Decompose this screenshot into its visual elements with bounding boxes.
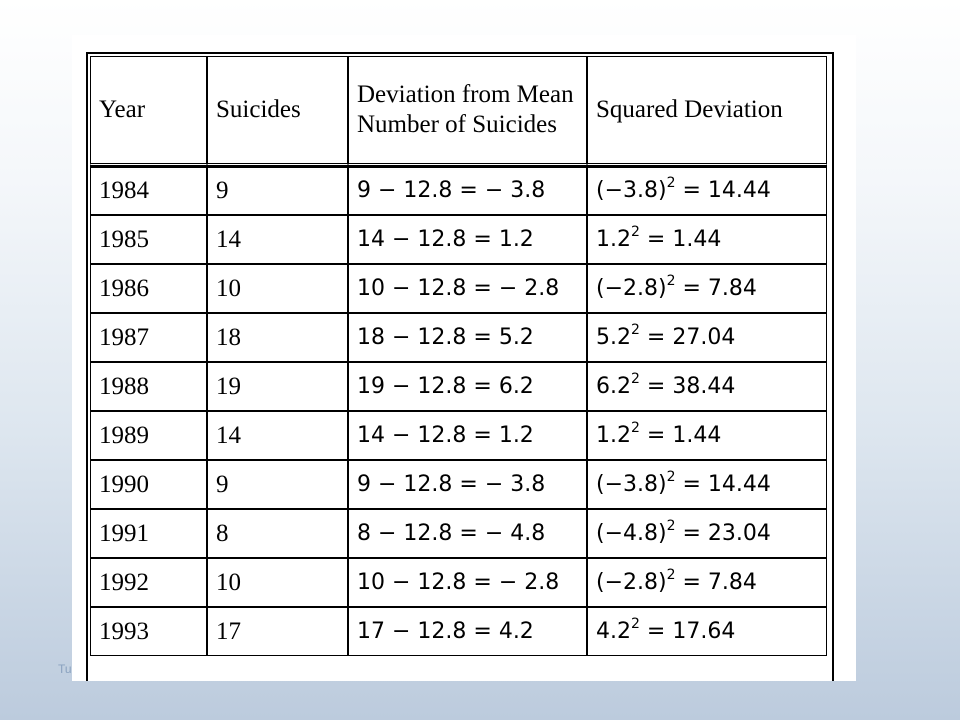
cell-deviation: 14 − 12.8 = 1.2 (348, 215, 587, 264)
cell-suicides: 10 (207, 264, 348, 313)
table-row (90, 362, 827, 411)
squared-base: 1.2 (596, 422, 631, 448)
cell-year: 1985 (90, 215, 207, 264)
table-row (90, 313, 827, 362)
cell-squared-deviation (587, 607, 827, 656)
cell-squared-deviation (587, 215, 827, 264)
header-suicides: Suicides (207, 56, 348, 166)
table-border (86, 52, 834, 681)
cell-squared-deviation (587, 264, 827, 313)
squared-base: 6.2 (596, 373, 631, 399)
cell-deviation: 10 − 12.8 = − 2.8 (348, 558, 587, 607)
cell-year: 1987 (90, 313, 207, 362)
cell-deviation: 9 − 12.8 = − 3.8 (348, 166, 587, 215)
cell-squared-deviation (587, 460, 827, 509)
table-row (90, 166, 827, 215)
cell-squared-deviation (587, 166, 827, 215)
squared-base: 5.2 (596, 324, 631, 350)
suicides-deviation-table (90, 56, 827, 656)
header-deviation: Deviation from Mean Number of Suicides (348, 56, 587, 166)
squared-exponent: 2 (631, 370, 640, 387)
squared-exponent: 2 (666, 272, 676, 289)
cell-suicides: 8 (207, 509, 348, 558)
squared-base: 4.2 (596, 618, 631, 644)
squared-base: (−3.8) (596, 178, 667, 203)
header-year: Year (90, 56, 207, 166)
table-row (90, 558, 827, 607)
cell-deviation: 9 − 12.8 = − 3.8 (348, 460, 587, 509)
squared-exponent: 2 (631, 321, 640, 338)
squared-exponent: 2 (666, 566, 676, 583)
squared-result: = 1.44 (639, 422, 722, 448)
squared-result: = 7.84 (675, 275, 757, 301)
table-row (90, 264, 827, 313)
squared-base: (−3.8) (596, 471, 667, 497)
table-header-row (90, 56, 827, 166)
cell-squared-deviation (587, 509, 827, 558)
squared-exponent: 2 (631, 419, 640, 436)
cell-year: 1991 (90, 509, 207, 558)
table-row (90, 509, 827, 558)
squared-exponent: 2 (666, 468, 676, 485)
squared-result: = 14.44 (675, 471, 771, 497)
squared-result: = 27.04 (639, 324, 736, 350)
cell-suicides: 19 (207, 362, 348, 411)
cell-suicides: 18 (207, 313, 348, 362)
slide-footer-text: Tu (58, 662, 72, 676)
squared-base: (−2.8) (596, 569, 667, 595)
cell-year: 1984 (90, 166, 207, 215)
table-image (72, 35, 856, 681)
table-row (90, 460, 827, 509)
cell-suicides: 9 (207, 460, 348, 509)
squared-result: = 38.44 (639, 373, 736, 399)
cell-squared-deviation (587, 411, 827, 460)
squared-result: = 14.44 (675, 178, 771, 203)
cell-year: 1992 (90, 558, 207, 607)
cell-year: 1993 (90, 607, 207, 656)
cell-year: 1986 (90, 264, 207, 313)
cell-year: 1989 (90, 411, 207, 460)
cell-suicides: 14 (207, 215, 348, 264)
squared-exponent: 2 (631, 615, 640, 632)
cell-deviation: 14 − 12.8 = 1.2 (348, 411, 587, 460)
squared-exponent: 2 (631, 223, 640, 240)
squared-base: (−2.8) (596, 275, 667, 301)
cell-squared-deviation (587, 362, 827, 411)
squared-result: = 17.64 (639, 618, 736, 644)
squared-exponent: 2 (666, 175, 676, 191)
squared-base: (−4.8) (596, 520, 667, 546)
table-row (90, 411, 827, 460)
squared-result: = 7.84 (675, 569, 757, 595)
cell-suicides: 9 (207, 166, 348, 215)
cell-suicides: 14 (207, 411, 348, 460)
table-row (90, 607, 827, 656)
cell-deviation: 18 − 12.8 = 5.2 (348, 313, 587, 362)
cell-year: 1988 (90, 362, 207, 411)
cell-year: 1990 (90, 460, 207, 509)
squared-base: 1.2 (596, 226, 631, 252)
table-row (90, 215, 827, 264)
cell-suicides: 10 (207, 558, 348, 607)
cell-deviation: 8 − 12.8 = − 4.8 (348, 509, 587, 558)
cell-suicides: 17 (207, 607, 348, 656)
cell-deviation: 17 − 12.8 = 4.2 (348, 607, 587, 656)
header-squared-deviation: Squared Deviation (587, 56, 827, 166)
squared-exponent: 2 (666, 517, 676, 534)
squared-result: = 23.04 (675, 520, 771, 546)
cell-deviation: 10 − 12.8 = − 2.8 (348, 264, 587, 313)
cell-deviation: 19 − 12.8 = 6.2 (348, 362, 587, 411)
cell-squared-deviation (587, 313, 827, 362)
squared-result: = 1.44 (639, 226, 722, 252)
cell-squared-deviation (587, 558, 827, 607)
